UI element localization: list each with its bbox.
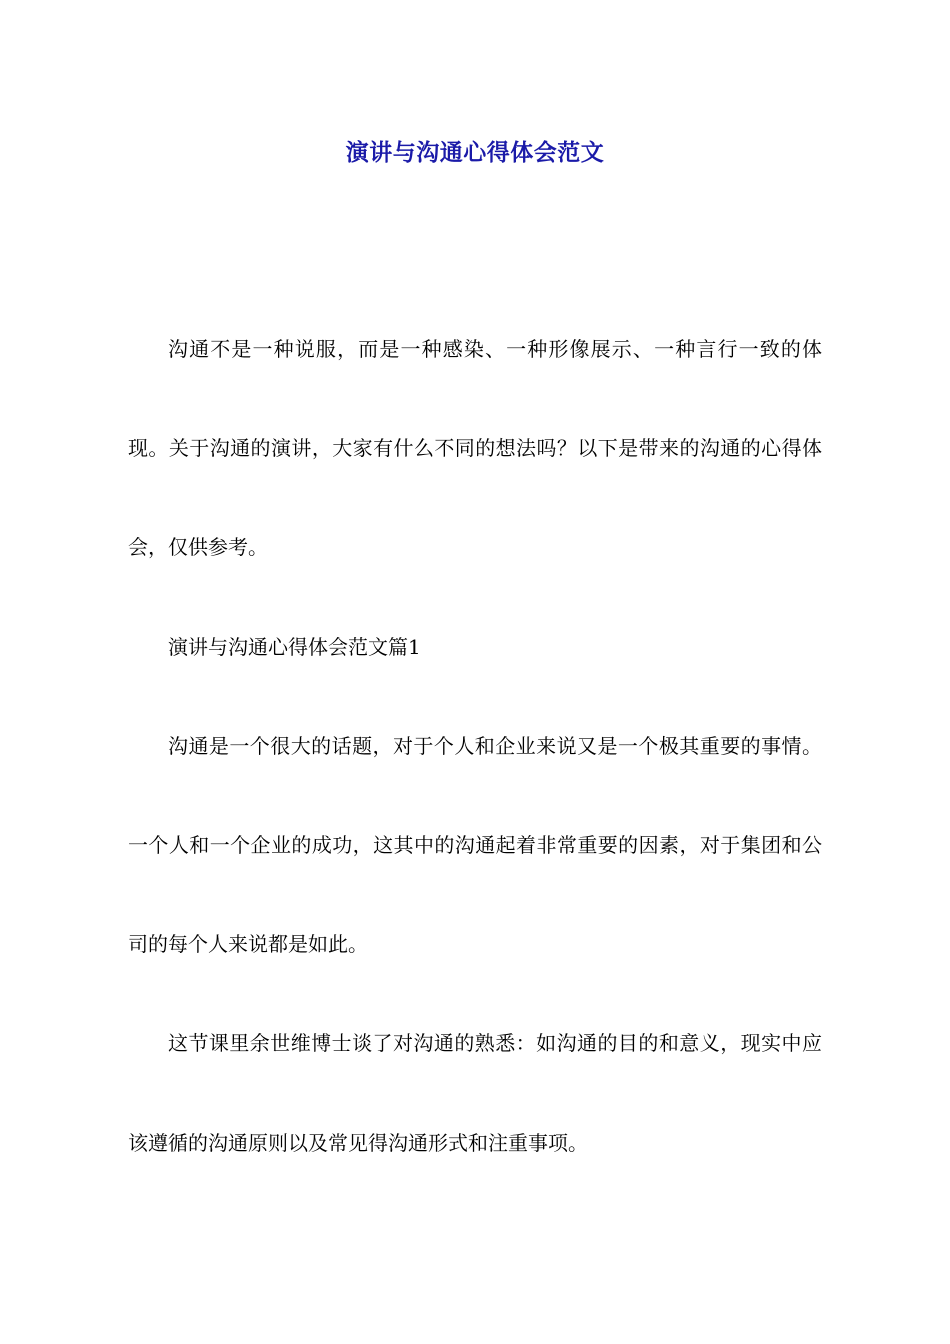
paragraph-intro: 沟通不是一种说服，而是一种感染、一种形像展示、一种言行一致的体现。关于沟通的演讲，大家有什么不同的想法吗？以下是带来的沟通的心得体会，仅供参考。 — [128, 337, 822, 560]
document-title: 演讲与沟通心得体会范文 — [345, 140, 605, 167]
paragraph-section-heading: 演讲与沟通心得体会范文篇1 — [168, 634, 421, 659]
paragraph-communication-importance: 沟通是一个很大的话题，对于个人和企业来说又是一个极其重要的事情。一个人和一个企业的成功，这其中的沟通起着非常重要的因素，对于集团和公司的每个人来说都是如此。 — [128, 733, 822, 957]
paragraph-lecture-summary: 这节课里余世维博士谈了对沟通的熟悉：如沟通的目的和意义，现实中应该遵循的沟通原则以及常见得沟通形式和注重事项。 — [128, 1031, 822, 1155]
document-body — [128, 300, 822, 1193]
